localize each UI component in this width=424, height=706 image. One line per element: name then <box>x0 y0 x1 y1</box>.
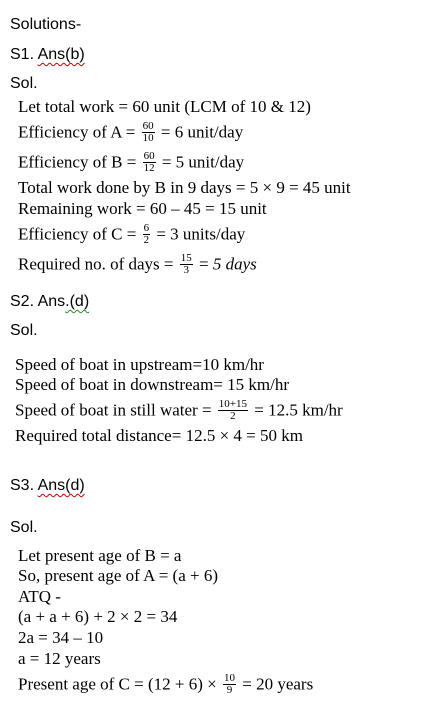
fraction-denominator: 3 <box>183 264 189 276</box>
s3-line-7 <box>18 674 313 697</box>
s3-line-2: So, present age of A = (a + 6) <box>18 566 218 585</box>
s1-line-6-text: Efficiency of C = <box>18 224 141 244</box>
s1-answer-label <box>10 45 85 65</box>
s3-sol-label: Sol. <box>10 519 38 536</box>
s2-label-ans: .(d) <box>65 293 90 310</box>
s2-line-3 <box>15 400 343 423</box>
s1-line-6-fraction <box>143 223 151 246</box>
s3-line-5: 2a = 34 – 10 <box>18 628 104 647</box>
s1-line-3-fraction <box>143 151 156 174</box>
s1-line-2-result: = 6 unit/day <box>156 122 244 142</box>
s1-line-2-fraction <box>142 121 155 144</box>
s1-line-6 <box>18 224 245 247</box>
s3-line-1: Let present age of B = a <box>18 546 182 565</box>
s1-line-1: Let total work = 60 unit (LCM of 10 & 12) <box>18 97 311 116</box>
fraction-numerator: 60 <box>143 150 155 162</box>
fraction-denominator: 2 <box>230 410 236 422</box>
s2-line-3-result: = 12.5 km/hr <box>250 400 343 420</box>
fraction-denominator: 10 <box>142 132 154 144</box>
s2-line-3-fraction <box>218 399 248 422</box>
s2-line-2: Speed of boat in downstream= 15 km/hr <box>15 375 289 394</box>
fraction-numerator: 6 <box>143 222 150 234</box>
s3-label-prefix: S3. <box>10 477 38 494</box>
s3-line-7-fraction <box>223 673 236 696</box>
s3-line-6: a = 12 years <box>18 649 101 668</box>
fraction-numerator: 10 <box>223 672 235 684</box>
s3-line-4: (a + a + 6) + 2 × 2 = 34 <box>18 607 178 626</box>
s3-line-3: ATQ - <box>18 587 61 606</box>
s1-line-6-result: = 3 units/day <box>152 224 246 244</box>
s1-line-7-text: Required no. of days = <box>18 254 178 274</box>
s1-line-7-equals: = <box>194 254 213 274</box>
s1-label-ans: Ans(b) <box>37 46 85 63</box>
s3-answer-label <box>10 476 85 496</box>
fraction-numerator: 15 <box>180 252 192 264</box>
s1-line-3-text: Efficiency of B = <box>18 152 141 172</box>
s2-line-3-text: Speed of boat in still water = <box>15 400 216 420</box>
s1-label-prefix: S1. <box>10 46 38 63</box>
s2-line-4: Required total distance= 12.5 × 4 = 50 km <box>15 426 303 445</box>
solutions-header: Solutions- <box>10 16 82 33</box>
fraction-numerator: 10+15 <box>218 398 248 410</box>
s1-line-2 <box>18 122 243 145</box>
s3-label-ans: Ans(d) <box>37 477 85 494</box>
s1-line-2-text: Efficiency of A = <box>18 122 140 142</box>
s1-line-3 <box>18 152 244 175</box>
fraction-denominator: 12 <box>143 162 155 174</box>
s1-line-5: Remaining work = 60 – 45 = 15 unit <box>18 199 267 218</box>
s3-line-7-text: Present age of C = (12 + 6) × <box>18 674 221 694</box>
s1-sol-label: Sol. <box>10 75 38 92</box>
s2-line-1: Speed of boat in upstream=10 km/hr <box>15 355 264 374</box>
s1-line-7 <box>18 254 257 277</box>
s2-answer-label <box>10 292 89 312</box>
fraction-numerator: 60 <box>142 120 154 132</box>
s1-line-3-result: = 5 unit/day <box>157 152 245 172</box>
s1-line-7-fraction <box>180 253 193 276</box>
s3-line-7-result: = 20 years <box>237 674 314 694</box>
fraction-denominator: 2 <box>143 234 150 246</box>
s1-line-7-result: 5 days <box>212 254 257 274</box>
s2-sol-label: Sol. <box>10 322 38 339</box>
fraction-denominator: 9 <box>226 684 233 696</box>
s1-line-4: Total work done by B in 9 days = 5 × 9 = 45 unit <box>18 178 351 197</box>
s2-label-prefix: S2. Ans <box>10 293 66 310</box>
